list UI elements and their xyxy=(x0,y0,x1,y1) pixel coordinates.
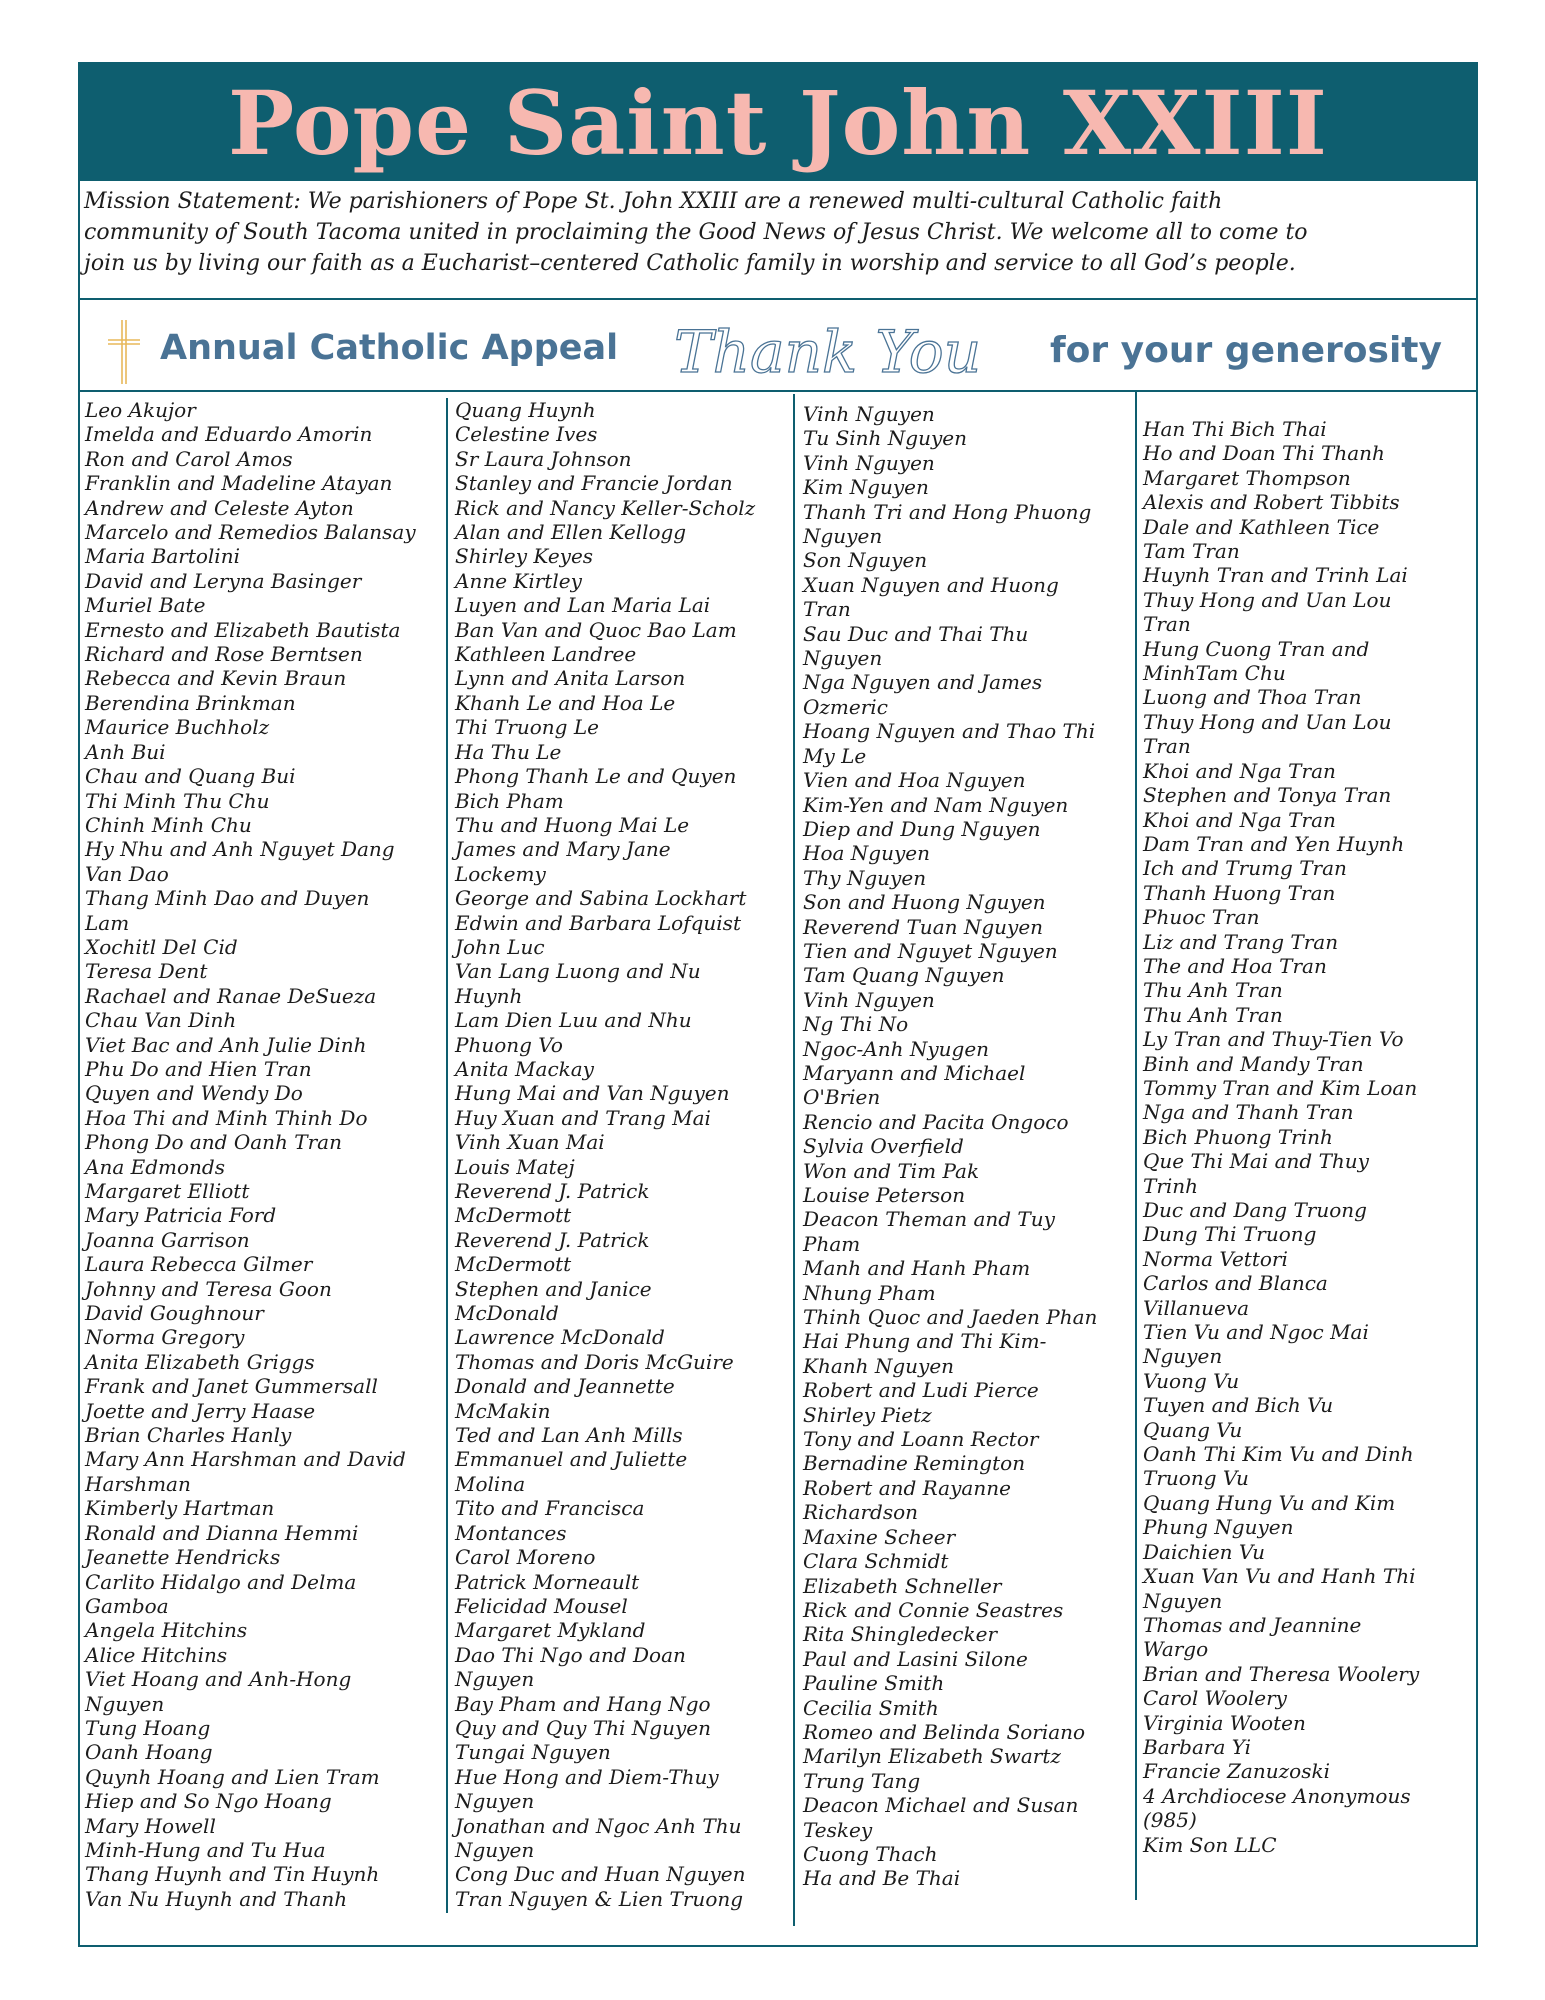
donor-name: (985) xyxy=(1143,1808,1197,1833)
donor-name: Kimberly Hartman xyxy=(85,1496,275,1521)
donor-name: Alan and Ellen Kellogg xyxy=(455,520,687,545)
donor-name: Ban Van and Quoc Bao Lam xyxy=(455,617,737,642)
donor-name: MinhTam Chu xyxy=(1143,661,1286,686)
donor-name: Xuan Nguyen and Huong xyxy=(803,572,1059,597)
donor-name: Daichien Vu xyxy=(1143,1539,1265,1564)
donor-name: Thanh Huong Tran xyxy=(1143,880,1336,905)
donor-name: Patrick Morneault xyxy=(455,1569,640,1594)
donor-name: Imelda and Eduardo Amorin xyxy=(85,422,373,447)
donor-name: Won and Tim Pak xyxy=(803,1158,980,1183)
donor-name: Kim Nguyen xyxy=(803,475,929,500)
donor-name: Diep and Dung Nguyen xyxy=(803,816,1041,841)
donor-name: Carlito Hidalgo and Delma xyxy=(85,1569,357,1594)
donor-name: Thi Minh Thu Chu xyxy=(85,788,270,813)
donor-name: Margaret Thompson xyxy=(1143,465,1351,490)
donor-name: Quang Huynh xyxy=(455,398,596,422)
donor-name: Nhung Pham xyxy=(803,1280,936,1305)
donor-name: Sr Laura Johnson xyxy=(455,446,632,471)
donor-name: Nguyen xyxy=(1143,1344,1223,1369)
donor-name: Dung Thi Truong xyxy=(1143,1222,1317,1247)
donor-name: Phuong Vo xyxy=(455,1032,563,1057)
donor-name: Carlos and Blanca xyxy=(1143,1271,1328,1296)
donor-name: Luyen and Lan Maria Lai xyxy=(455,593,711,618)
donor-name: Cuong Thach xyxy=(803,1841,938,1866)
donor-name: Teresa Dent xyxy=(85,959,208,984)
donor-name: Ernesto and Elizabeth Bautista xyxy=(85,617,401,642)
donor-name: Quyen and Wendy Do xyxy=(85,1081,303,1106)
donor-name: Nguyen xyxy=(803,524,883,549)
donor-name: Lam Dien Luu and Nhu xyxy=(455,1008,692,1033)
donor-name: Leo Akujor xyxy=(85,398,196,422)
thank-you-script xyxy=(670,302,1040,392)
donor-name: Rencio and Pacita Ongoco xyxy=(803,1109,1069,1134)
donor-name: Ha Thu Le xyxy=(455,739,562,764)
donor-name: Kim-Yen and Nam Nguyen xyxy=(803,792,1069,817)
donor-name: Xochitl Del Cid xyxy=(85,934,238,959)
donor-name: Stephen and Tonya Tran xyxy=(1143,783,1392,808)
donor-name: Carol Woolery xyxy=(1143,1686,1287,1711)
donor-name: Mary Patricia Ford xyxy=(85,1203,277,1228)
donor-name: Mary Ann Harshman and David xyxy=(85,1447,406,1472)
donor-name: Maxine Scheer xyxy=(803,1524,956,1549)
donor-column-1 xyxy=(85,398,416,1911)
donor-name: Oanh Hoang xyxy=(85,1740,213,1765)
mission-statement xyxy=(84,186,1474,279)
donor-name: Luong and Thoa Tran xyxy=(1143,685,1362,710)
donor-name: Gamboa xyxy=(85,1593,169,1618)
donor-name: Ng Thi No xyxy=(803,1012,909,1037)
donor-name: Anh Bui xyxy=(85,739,166,764)
donor-name: Deacon Michael and Susan xyxy=(803,1793,1079,1818)
donor-name: Reverend J. Patrick xyxy=(455,1227,650,1252)
donor-name: Wargo xyxy=(1143,1637,1209,1662)
donor-name: Chinh Minh Chu xyxy=(85,812,252,837)
donor-name: Tam Quang Nguyen xyxy=(803,963,1005,988)
donor-name: Vinh Nguyen xyxy=(803,450,935,475)
donor-name: Dam Tran and Yen Huynh xyxy=(1143,831,1405,856)
donor-name: Laura Rebecca Gilmer xyxy=(85,1252,313,1277)
donor-name: Chau Van Dinh xyxy=(85,1008,237,1033)
donor-name: Huynh Tran and Trinh Lai xyxy=(1143,563,1408,588)
donor-name: Nguyen xyxy=(85,1691,165,1716)
donor-name: Thanh Tri and Hong Phuong xyxy=(803,499,1092,524)
donor-name: James and Mary Jane xyxy=(455,837,671,862)
donor-name: Hue Hong and Diem-Thuy xyxy=(455,1764,719,1789)
donor-name: Hung Cuong Tran and xyxy=(1143,636,1370,661)
donor-name: Van Lang Luong and Nu xyxy=(455,959,701,984)
column-divider xyxy=(793,394,795,1926)
donor-name: Thang Huynh and Tin Huynh xyxy=(85,1862,380,1887)
donor-name: Bernadine Remington xyxy=(803,1451,1026,1476)
donor-name: Dale and Kathleen Tice xyxy=(1143,514,1380,539)
donor-name: Tran xyxy=(1143,734,1191,759)
donor-name: John Luc xyxy=(455,934,545,959)
donor-name: Huy Xuan and Trang Mai xyxy=(455,1105,711,1130)
donor-name: Louise Peterson xyxy=(803,1183,966,1207)
donor-name: My Le xyxy=(803,743,867,768)
donor-name: Thinh Quoc and Jaeden Phan xyxy=(803,1305,1098,1330)
donor-name: Pauline Smith xyxy=(803,1671,945,1696)
donor-name: Tran xyxy=(1143,612,1191,637)
donor-name: Edwin and Barbara Lofquist xyxy=(455,910,741,935)
gold-cross-icon xyxy=(106,318,142,386)
donor-name: Vien and Hoa Nguyen xyxy=(803,768,1026,793)
title-banner xyxy=(80,64,1476,181)
donor-name: Quy and Quy Thi Nguyen xyxy=(455,1715,712,1740)
donor-name: Phong Thanh Le and Quyen xyxy=(455,764,737,789)
donor-name: Emmanuel and Juliette xyxy=(455,1447,688,1472)
generosity-label: for your generosity xyxy=(1050,330,1442,371)
donor-name: McDermott xyxy=(455,1203,572,1228)
donor-name: Cong Duc and Huan Nguyen xyxy=(455,1862,746,1887)
donor-name: Anne Kirtley xyxy=(455,568,582,593)
column-divider xyxy=(446,398,448,1913)
donor-name: Han Thi Bich Thai xyxy=(1143,417,1327,441)
donor-name: Thu Anh Tran xyxy=(1143,978,1283,1003)
donor-name: Nga Nguyen and James xyxy=(803,670,1043,695)
donor-name: Villanueva xyxy=(1143,1295,1250,1320)
donor-name: Minh-Hung and Tu Hua xyxy=(85,1837,326,1862)
donor-name: Truong Vu xyxy=(1143,1466,1249,1491)
donor-name: Nguyen xyxy=(455,1667,535,1692)
donor-name: Vinh Xuan Mai xyxy=(455,1130,605,1155)
donor-name: Thuy Hong and Uan Lou xyxy=(1143,587,1392,612)
donor-name: Tran Nguyen & Lien Truong xyxy=(455,1886,744,1911)
donor-name: Barbara Yi xyxy=(1143,1734,1251,1759)
mission-line: join us by living our faith as a Eucharist–centered Catholic family in worship and service to all God’s people. xyxy=(84,251,1296,276)
donor-name: Rebecca and Kevin Braun xyxy=(85,666,347,691)
thank-you-text: Thank You xyxy=(674,318,982,386)
donor-name: Oanh Thi Kim Vu and Dinh xyxy=(1143,1442,1414,1467)
donor-name: Clara Schmidt xyxy=(803,1549,949,1574)
donor-name: 4 Archdiocese Anonymous xyxy=(1143,1783,1411,1808)
donor-name: Berendina Brinkman xyxy=(85,690,296,715)
donor-name: Rita Shingledecker xyxy=(803,1622,998,1647)
donor-name: Vinh Nguyen xyxy=(803,402,935,426)
donor-name: Carol Moreno xyxy=(455,1545,596,1570)
donor-name: Alexis and Robert Tibbits xyxy=(1143,490,1400,515)
donor-name: Johnny and Teresa Goon xyxy=(85,1276,332,1301)
donor-name: Trung Tang xyxy=(803,1768,921,1793)
donor-name: Ted and Lan Anh Mills xyxy=(455,1423,683,1448)
donor-name: George and Sabina Lockhart xyxy=(455,886,747,911)
donor-name: Marilyn Elizabeth Swartz xyxy=(803,1744,1061,1769)
donor-name: Binh and Mandy Tran xyxy=(1143,1051,1364,1076)
donor-name: Lockemy xyxy=(455,861,546,886)
donor-name: Thomas and Jeannine xyxy=(1143,1612,1362,1637)
donor-name: Lawrence McDonald xyxy=(455,1325,665,1350)
donor-name: Ana Edmonds xyxy=(85,1154,225,1179)
donor-name: Jonathan and Ngoc Anh Thu xyxy=(455,1813,742,1838)
donor-name: Ozmeric xyxy=(803,694,888,719)
donor-name: Khanh Le and Hoa Le xyxy=(455,690,676,715)
donor-name: Romeo and Belinda Soriano xyxy=(803,1719,1086,1744)
donor-name: Tito and Francisca xyxy=(455,1496,645,1521)
donor-name: Maria Bartolini xyxy=(85,544,240,569)
donor-name: Thy Nguyen xyxy=(803,865,927,890)
donor-name: Bich Pham xyxy=(455,788,564,813)
donor-name: Phuoc Tran xyxy=(1143,905,1260,930)
donor-name: Quynh Hoang and Lien Tram xyxy=(85,1764,380,1789)
donor-name: Celestine Ives xyxy=(455,422,598,447)
donor-name: Angela Hitchins xyxy=(85,1618,248,1643)
donor-name: Tien Vu and Ngoc Mai xyxy=(1143,1320,1369,1345)
donor-name: Cecilia Smith xyxy=(803,1695,939,1720)
donor-name: Nguyen xyxy=(803,646,883,671)
donor-name: Virginia Wooten xyxy=(1143,1710,1306,1735)
donor-name: Xuan Van Vu and Hanh Thi xyxy=(1143,1564,1416,1589)
donor-name: Robert and Rayanne xyxy=(803,1475,1011,1500)
donor-name: Lynn and Anita Larson xyxy=(455,666,686,691)
donor-name: Reverend J. Patrick xyxy=(455,1179,650,1203)
donor-name: Thang Minh Dao and Duyen xyxy=(85,886,370,911)
donor-name: Quang Vu xyxy=(1143,1417,1243,1442)
donor-name: Phong Do and Oanh Tran xyxy=(85,1130,342,1155)
donor-name: Richardson xyxy=(803,1500,919,1525)
donor-name: Lam xyxy=(85,910,130,935)
donor-name: Nguyen xyxy=(455,1789,535,1814)
donor-name: Tam Tran xyxy=(1143,539,1240,564)
donor-name: Tuyen and Bich Vu xyxy=(1143,1393,1334,1418)
donor-name: Thomas and Doris McGuire xyxy=(455,1349,734,1374)
donor-name: Nguyen xyxy=(455,1837,535,1862)
donor-name: Joette and Jerry Haase xyxy=(85,1398,316,1423)
donor-name: Tien and Nguyet Nguyen xyxy=(803,938,1058,963)
donor-name: Trinh xyxy=(1143,1173,1199,1198)
donor-name: Duc and Dang Truong xyxy=(1143,1198,1367,1222)
donor-name: Kim Son LLC xyxy=(1143,1832,1277,1857)
donor-name: Tung Hoang xyxy=(85,1715,211,1740)
donor-name: Manh and Hanh Pham xyxy=(803,1256,1031,1281)
divider xyxy=(80,390,1476,392)
donor-column-2 xyxy=(455,398,755,1911)
donor-name: Kathleen Landree xyxy=(455,642,637,667)
donor-name: Thi Truong Le xyxy=(455,715,599,740)
donor-name: Ron and Carol Amos xyxy=(85,446,293,471)
donor-name: Stanley and Francie Jordan xyxy=(455,471,733,496)
donor-name: Anita Elizabeth Griggs xyxy=(85,1349,315,1374)
donor-name: Tu Sinh Nguyen xyxy=(803,426,967,451)
donor-name: Elizabeth Schneller xyxy=(803,1573,1002,1598)
donor-name: Pham xyxy=(803,1231,861,1256)
donor-name: Teskey xyxy=(803,1817,873,1842)
column-divider xyxy=(1135,392,1137,1900)
donor-name: Quang Hung Vu and Kim xyxy=(1143,1490,1396,1515)
donor-name: Bay Pham and Hang Ngo xyxy=(455,1691,711,1716)
page-title: Pope Saint John XXIII xyxy=(228,70,1328,175)
donor-name: Ronald and Dianna Hemmi xyxy=(85,1520,359,1545)
donor-name: Thuy Hong and Uan Lou xyxy=(1143,709,1392,734)
donor-name: Ho and Doan Thi Thanh xyxy=(1143,441,1385,466)
donor-name: Viet Hoang and Anh-Hong xyxy=(85,1667,352,1692)
donor-name: Montances xyxy=(455,1520,567,1545)
donor-name: McDonald xyxy=(455,1301,559,1326)
donor-name: Thu and Huong Mai Le xyxy=(455,812,690,837)
donor-name: Que Thi Mai and Thuy xyxy=(1143,1149,1369,1174)
donor-name: Stephen and Janice xyxy=(455,1276,652,1301)
donor-name: Anita Mackay xyxy=(455,1056,594,1081)
donor-name: Harshman xyxy=(85,1471,191,1496)
donor-name: Khanh Nguyen xyxy=(803,1353,955,1378)
donor-name: Shirley Pietz xyxy=(803,1402,932,1427)
donor-name: Sylvia Overfield xyxy=(803,1134,964,1159)
donor-name: Deacon Theman and Tuy xyxy=(803,1207,1055,1232)
donor-name: Chau and Quang Bui xyxy=(85,764,296,789)
donor-name: Son Nguyen xyxy=(803,548,928,573)
donor-name: McDermott xyxy=(455,1252,572,1277)
donor-name: Liz and Trang Tran xyxy=(1143,929,1339,954)
donor-name: Hoa Thi and Minh Thinh Do xyxy=(85,1105,368,1130)
donor-name: Nguyen xyxy=(1143,1588,1223,1613)
donor-name: David and Leryna Basinger xyxy=(85,568,362,593)
donor-name: Louis Matej xyxy=(455,1154,575,1179)
donor-name: Huynh xyxy=(455,983,523,1008)
donor-name: Andrew and Celeste Ayton xyxy=(85,495,354,520)
donor-name: Thu Anh Tran xyxy=(1143,1002,1283,1027)
donor-name: Hiep and So Ngo Hoang xyxy=(85,1789,332,1814)
donor-name: Marcelo and Remedios Balansay xyxy=(85,520,416,545)
donor-name: Donald and Jeannette xyxy=(455,1374,675,1399)
donor-name: Tony and Loann Rector xyxy=(803,1427,1039,1452)
donor-name: Vinh Nguyen xyxy=(803,987,935,1012)
donor-name: Nga and Thanh Tran xyxy=(1143,1100,1354,1125)
donor-name: Phu Do and Hien Tran xyxy=(85,1056,312,1081)
donor-name: Ngoc-Anh Nyugen xyxy=(803,1036,990,1061)
donor-name: Norma Vettori xyxy=(1143,1246,1288,1271)
mission-line: Mission Statement: We parishioners of Pope St. John XXIII are a renewed multi-cultural Catholic faith xyxy=(84,189,1223,214)
donor-name: Francie Zanuzoski xyxy=(1143,1759,1330,1784)
donor-name: Tommy Tran and Kim Loan xyxy=(1143,1075,1418,1100)
donor-name: Maurice Buchholz xyxy=(85,715,270,740)
donor-name: Sau Duc and Thai Thu xyxy=(803,621,1029,646)
donor-name: Ha and Be Thai xyxy=(803,1866,961,1891)
donor-name: Shirley Keyes xyxy=(455,544,594,569)
donor-name: Jeanette Hendricks xyxy=(85,1545,281,1570)
donor-column-3 xyxy=(803,402,1097,1891)
mission-line: community of South Tacoma united in proclaiming the Good News of Jesus Christ. We welcome all to come to xyxy=(84,220,1308,245)
donor-name: Margaret Elliott xyxy=(85,1179,250,1203)
donor-name: Vuong Vu xyxy=(1143,1368,1240,1393)
donor-name: Khoi and Nga Tran xyxy=(1143,807,1336,832)
donor-name: Alice Hitchins xyxy=(85,1642,228,1667)
donor-name: Molina xyxy=(455,1471,526,1496)
donor-name: Frank and Janet Gummersall xyxy=(85,1374,378,1399)
donor-name: David Goughnour xyxy=(85,1301,264,1326)
donor-name: Hy Nhu and Anh Nguyet Dang xyxy=(85,837,395,862)
donor-name: Joanna Garrison xyxy=(85,1227,250,1252)
donor-name: Van Nu Huynh and Thanh xyxy=(85,1886,348,1911)
donor-name: Maryann and Michael xyxy=(803,1060,1026,1085)
donor-name: Rachael and Ranae DeSueza xyxy=(85,983,377,1008)
donor-name: Tungai Nguyen xyxy=(455,1740,611,1765)
appeal-label: Annual Catholic Appeal xyxy=(160,328,619,368)
donor-name: The and Hoa Tran xyxy=(1143,953,1327,978)
donor-name: Franklin and Madeline Atayan xyxy=(85,471,393,496)
donor-name: Ly Tran and Thuy-Tien Vo xyxy=(1143,1027,1404,1052)
donor-name: Mary Howell xyxy=(85,1813,216,1838)
donor-name: McMakin xyxy=(455,1398,551,1423)
donor-name: Van Dao xyxy=(85,861,169,886)
donor-name: Richard and Rose Berntsen xyxy=(85,642,363,667)
donor-name: Hoa Nguyen xyxy=(803,841,930,866)
donor-name: Rick and Connie Seastres xyxy=(803,1597,1064,1622)
donor-name: Tran xyxy=(803,597,851,622)
donor-name: Phung Nguyen xyxy=(1143,1515,1294,1540)
donor-name: Son and Huong Nguyen xyxy=(803,890,1046,915)
donor-name: Brian Charles Hanly xyxy=(85,1423,292,1448)
donor-column-4 xyxy=(1143,417,1419,1857)
donor-name: Bich Phuong Trinh xyxy=(1143,1124,1333,1149)
donor-name: Khoi and Nga Tran xyxy=(1143,758,1336,783)
donor-name: Paul and Lasini Silone xyxy=(803,1646,1028,1671)
donor-name: Reverend Tuan Nguyen xyxy=(803,914,1044,939)
donor-name: Ich and Trumg Tran xyxy=(1143,856,1347,881)
donor-name: Viet Bac and Anh Julie Dinh xyxy=(85,1032,367,1057)
donor-name: Robert and Ludi Pierce xyxy=(803,1378,1039,1403)
donor-name: Rick and Nancy Keller-Scholz xyxy=(455,495,756,520)
donor-name: Hung Mai and Van Nguyen xyxy=(455,1081,730,1106)
donor-name: Felicidad Mousel xyxy=(455,1593,628,1618)
donor-name: Dao Thi Ngo and Doan xyxy=(455,1642,686,1667)
donor-name: Margaret Mykland xyxy=(455,1618,646,1643)
donor-name: Hai Phung and Thi Kim- xyxy=(803,1329,1047,1354)
donor-name: O'Brien xyxy=(803,1085,881,1110)
donor-name: Muriel Bate xyxy=(85,593,206,618)
divider xyxy=(80,298,1476,300)
donor-name: Hoang Nguyen and Thao Thi xyxy=(803,719,1096,744)
donor-name: Brian and Theresa Woolery xyxy=(1143,1661,1420,1686)
donor-name: Norma Gregory xyxy=(85,1325,245,1350)
